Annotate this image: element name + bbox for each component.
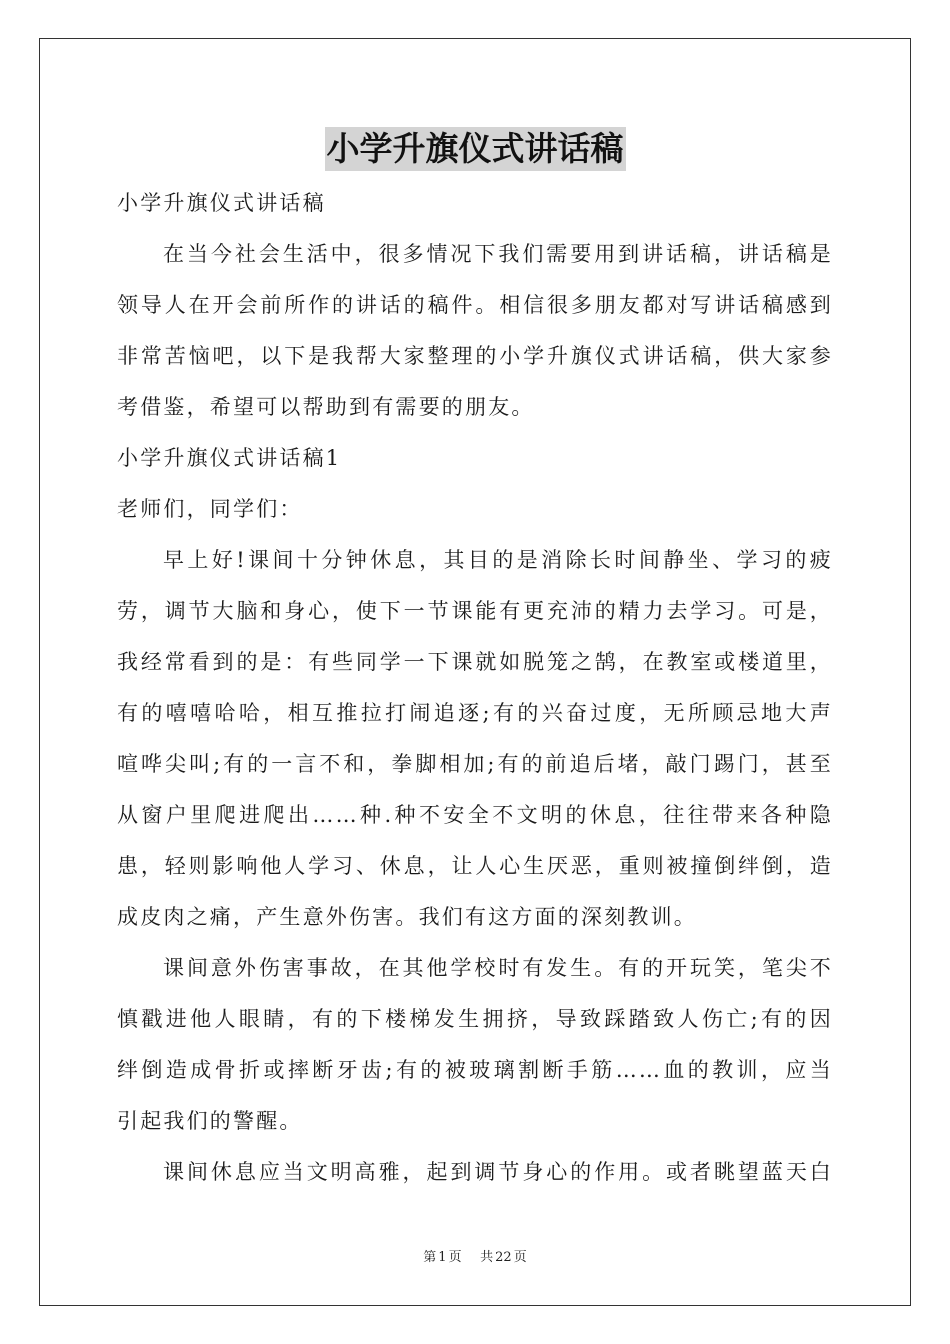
total-prefix: 共: [480, 1250, 494, 1265]
page-prefix: 第: [423, 1250, 437, 1265]
subtitle: 小学升旗仪式讲话稿: [117, 191, 326, 215]
paragraph2-line: 引起我们的警醒。: [117, 1109, 303, 1133]
paragraph1-line: 喧哗尖叫;有的一言不和，拳脚相加;有的前追后堵，敲门踢门，甚至: [117, 752, 833, 776]
greeting: 老师们，同学们：: [117, 497, 303, 521]
paragraph1-line: 早上好!课间十分钟休息，其目的是消除长时间静坐、学习的疲: [163, 548, 833, 572]
document-title: 小学升旗仪式讲话稿: [325, 127, 626, 171]
page-suffix: 页: [448, 1250, 462, 1265]
section-heading: 小学升旗仪式讲话稿1: [117, 446, 342, 470]
paragraph1-line: 患，轻则影响他人学习、休息，让人心生厌恶，重则被撞倒绊倒，造: [117, 854, 833, 878]
paragraph1-line: 有的嘻嘻哈哈，相互推拉打闹追逐;有的兴奋过度，无所顾忌地大声: [117, 701, 833, 725]
paragraph1-line: 劳，调节大脑和身心，使下一节课能有更充沛的精力去学习。可是，: [117, 599, 833, 623]
paragraph1-line: 成皮肉之痛，产生意外伤害。我们有这方面的深刻教训。: [117, 905, 697, 929]
total-suffix: 页: [513, 1250, 527, 1265]
intro-line: 在当今社会生活中，很多情况下我们需要用到讲话稿，讲话稿是: [163, 242, 833, 266]
paragraph3-line: 课间休息应当文明高雅，起到调节身心的作用。或者眺望蓝天白: [163, 1160, 833, 1184]
page-number: 1: [438, 1250, 447, 1265]
page-footer: [0, 1246, 950, 1265]
paragraph1-line: 我经常看到的是：有些同学一下课就如脱笼之鹄，在教室或楼道里，: [117, 650, 833, 674]
paragraph2-line: 绊倒造成骨折或摔断牙齿;有的被玻璃割断手筋……血的教训，应当: [117, 1058, 833, 1082]
title-container: [0, 127, 950, 171]
paragraph2-line: 课间意外伤害事故，在其他学校时有发生。有的开玩笑，笔尖不: [163, 956, 833, 980]
intro-line: 考借鉴，希望可以帮助到有需要的朋友。: [117, 395, 535, 419]
total-pages: 22: [495, 1250, 512, 1265]
document-body: [117, 178, 833, 1198]
paragraph1-line: 从窗户里爬进爬出……种.种不安全不文明的休息，往往带来各种隐: [117, 803, 833, 827]
intro-line: 非常苦恼吧，以下是我帮大家整理的小学升旗仪式讲话稿，供大家参: [117, 344, 833, 368]
paragraph2-line: 慎戳进他人眼睛，有的下楼梯发生拥挤，导致踩踏致人伤亡;有的因: [117, 1007, 833, 1031]
intro-line: 领导人在开会前所作的讲话的稿件。相信很多朋友都对写讲话稿感到: [117, 293, 833, 317]
